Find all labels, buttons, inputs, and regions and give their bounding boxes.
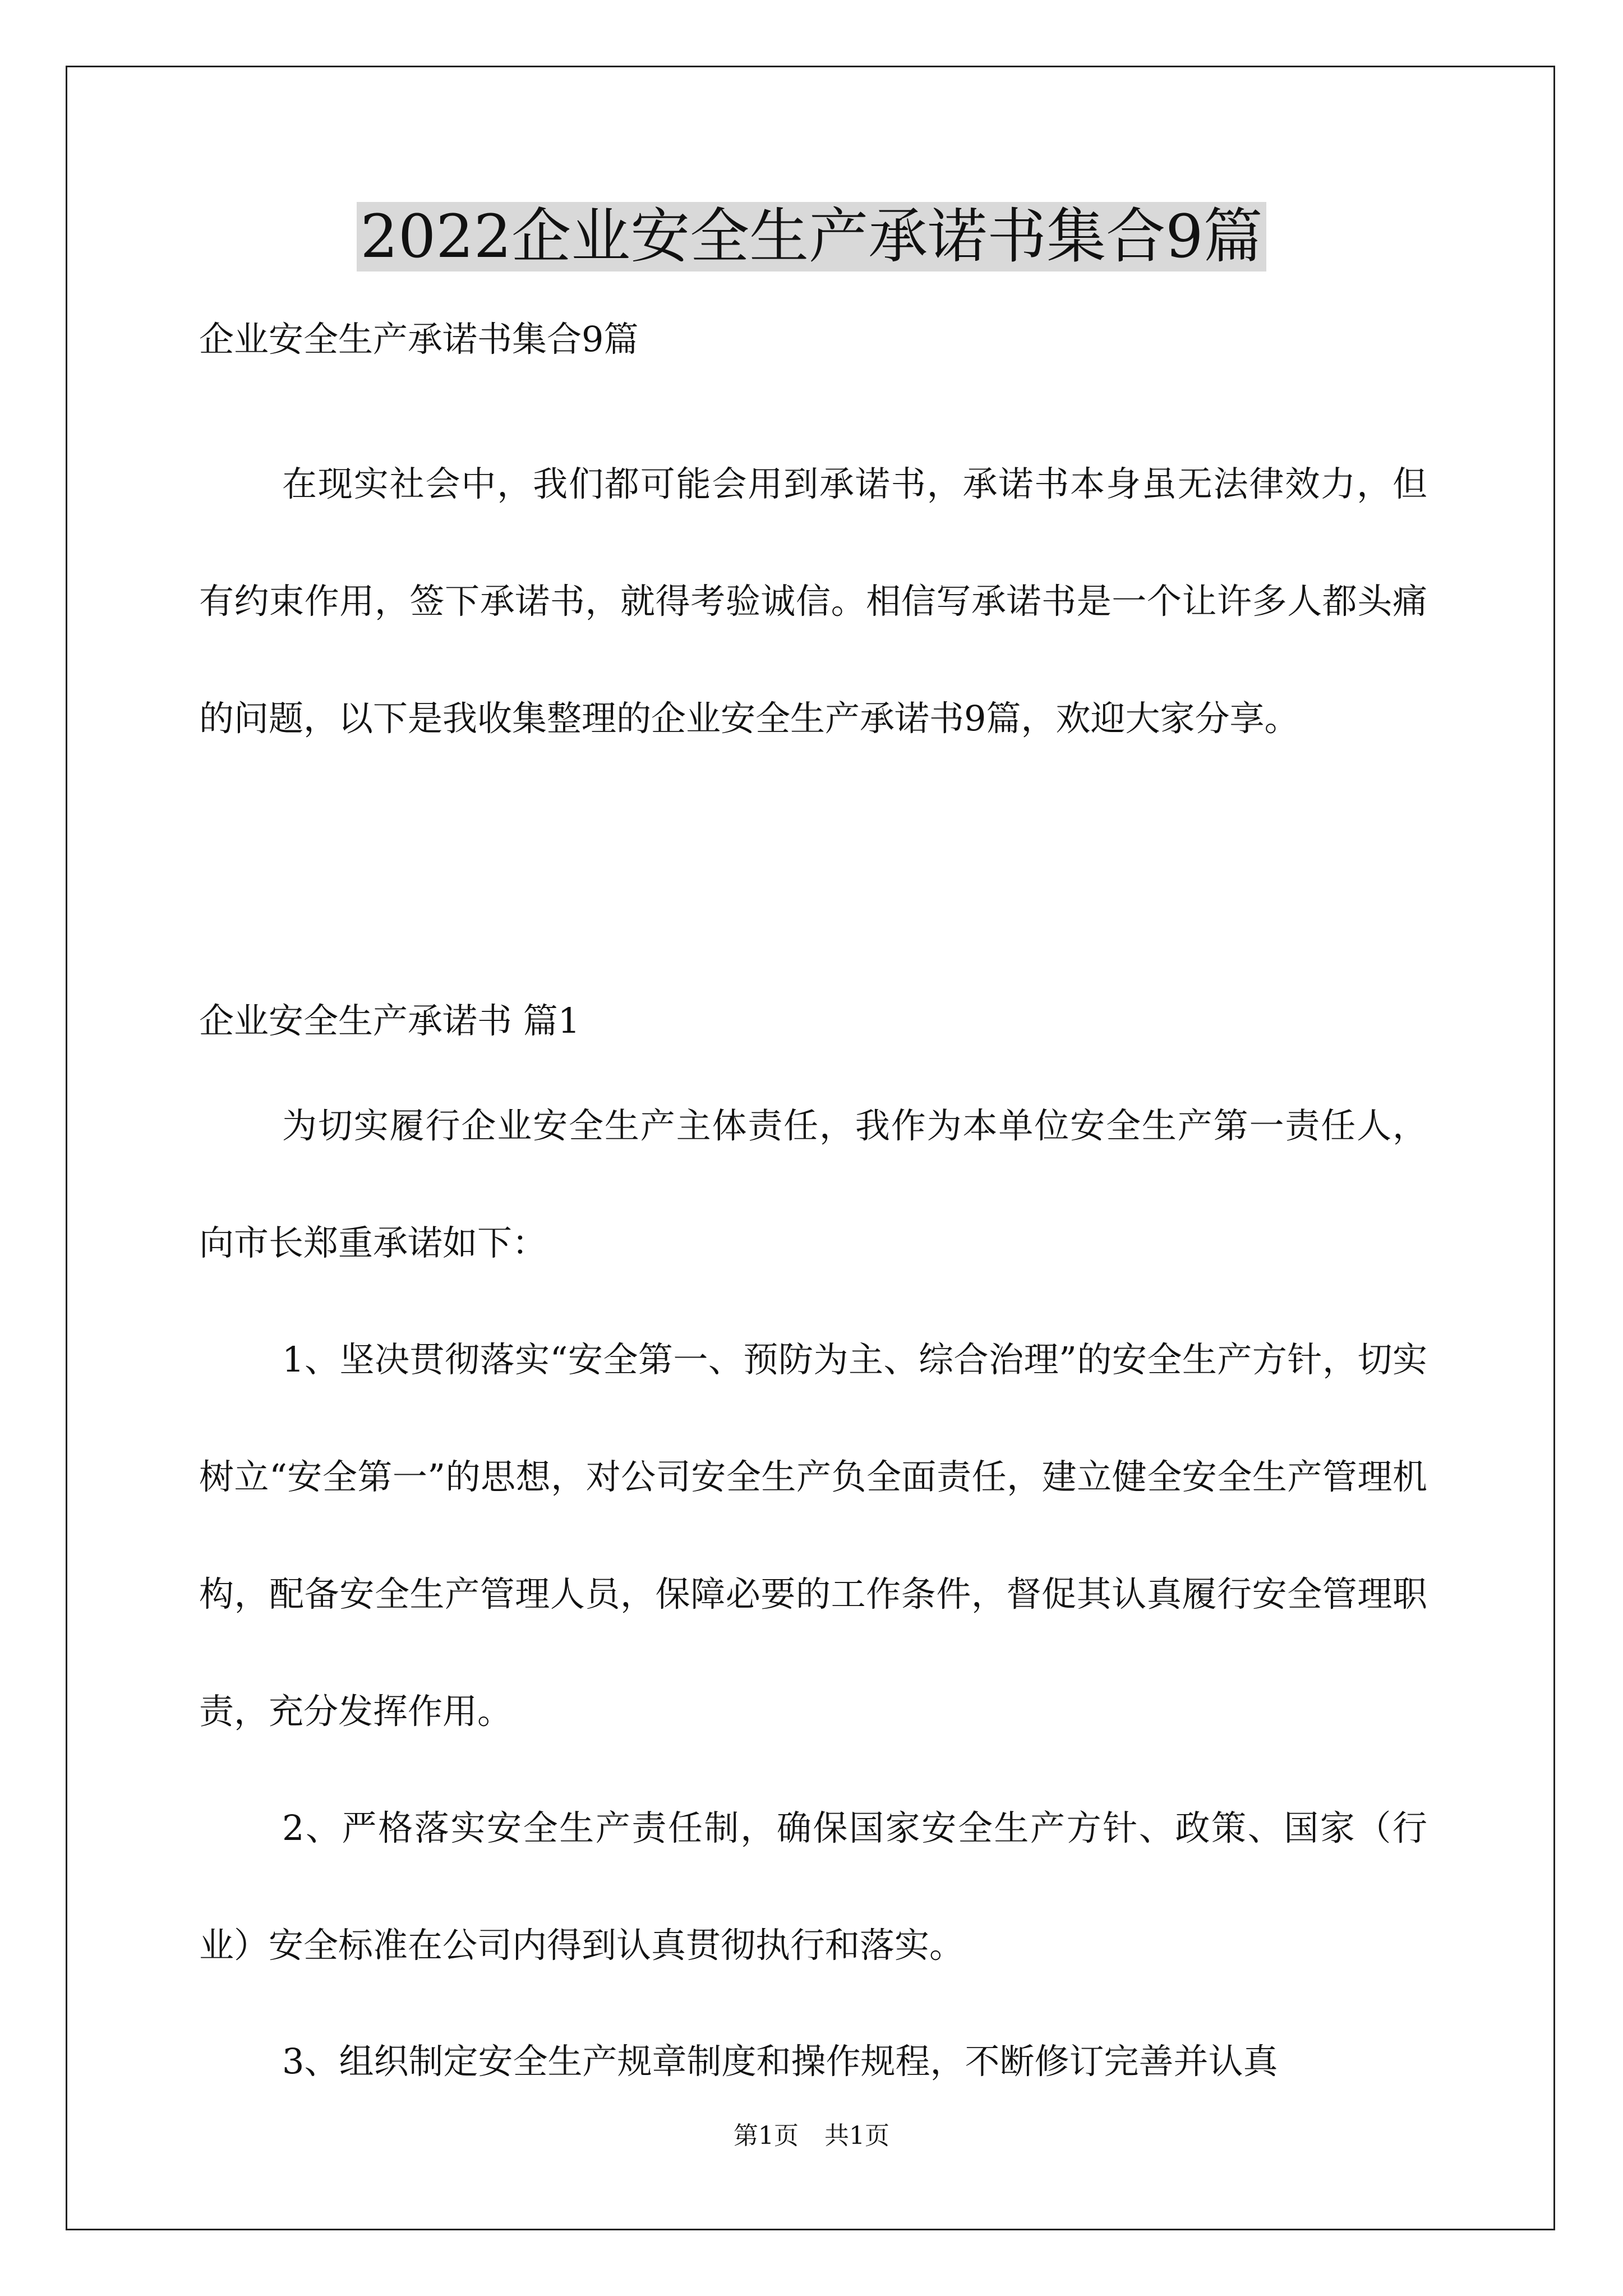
page-footer [0,2119,1623,2153]
paragraph-item-1: 1、坚决贯彻落实“安全第一、预防为主、综合治理”的安全生产方针，切实树立“安全第一”的思想，对公司安全生产负全面责任，建立健全安全生产管理机构，配备安全生产管理人员，保障必要的工作条件，督促其认真履行安全管理职责，充分发挥作用。 [199,1339,1427,1732]
document-subtitle: 企业安全生产承诺书集合9篇 [199,319,639,360]
paragraph-commitment-intro: 为切实履行企业安全生产主体责任，我作为本单位安全生产第一责任人，向市长郑重承诺如下： [199,1105,1427,1263]
document-title: 2022企业安全生产承诺书集合9篇 [357,202,1266,272]
section-heading: 企业安全生产承诺书 篇1 [199,1000,580,1041]
page-number: 第1页 [734,2122,799,2150]
paragraph-item-3: 3、组织制定安全生产规章制度和操作规程，不断修订完善并认真 [282,2041,1278,2082]
intro-paragraph: 在现实社会中，我们都可能会用到承诺书，承诺书本身虽无法律效力，但有约束作用，签下承诺书，就得考验诚信。相信写承诺书是一个让许多人都头痛的问题，以下是我收集整理的企业安全生产承诺书9篇，欢迎大家分享。 [199,463,1427,739]
paragraph-item-2: 2、严格落实安全生产责任制，确保国家安全生产方针、政策、国家（行业）安全标准在公司内得到认真贯彻执行和落实。 [199,1807,1427,1966]
page-total: 共1页 [824,2122,889,2150]
title-container [0,202,1623,272]
